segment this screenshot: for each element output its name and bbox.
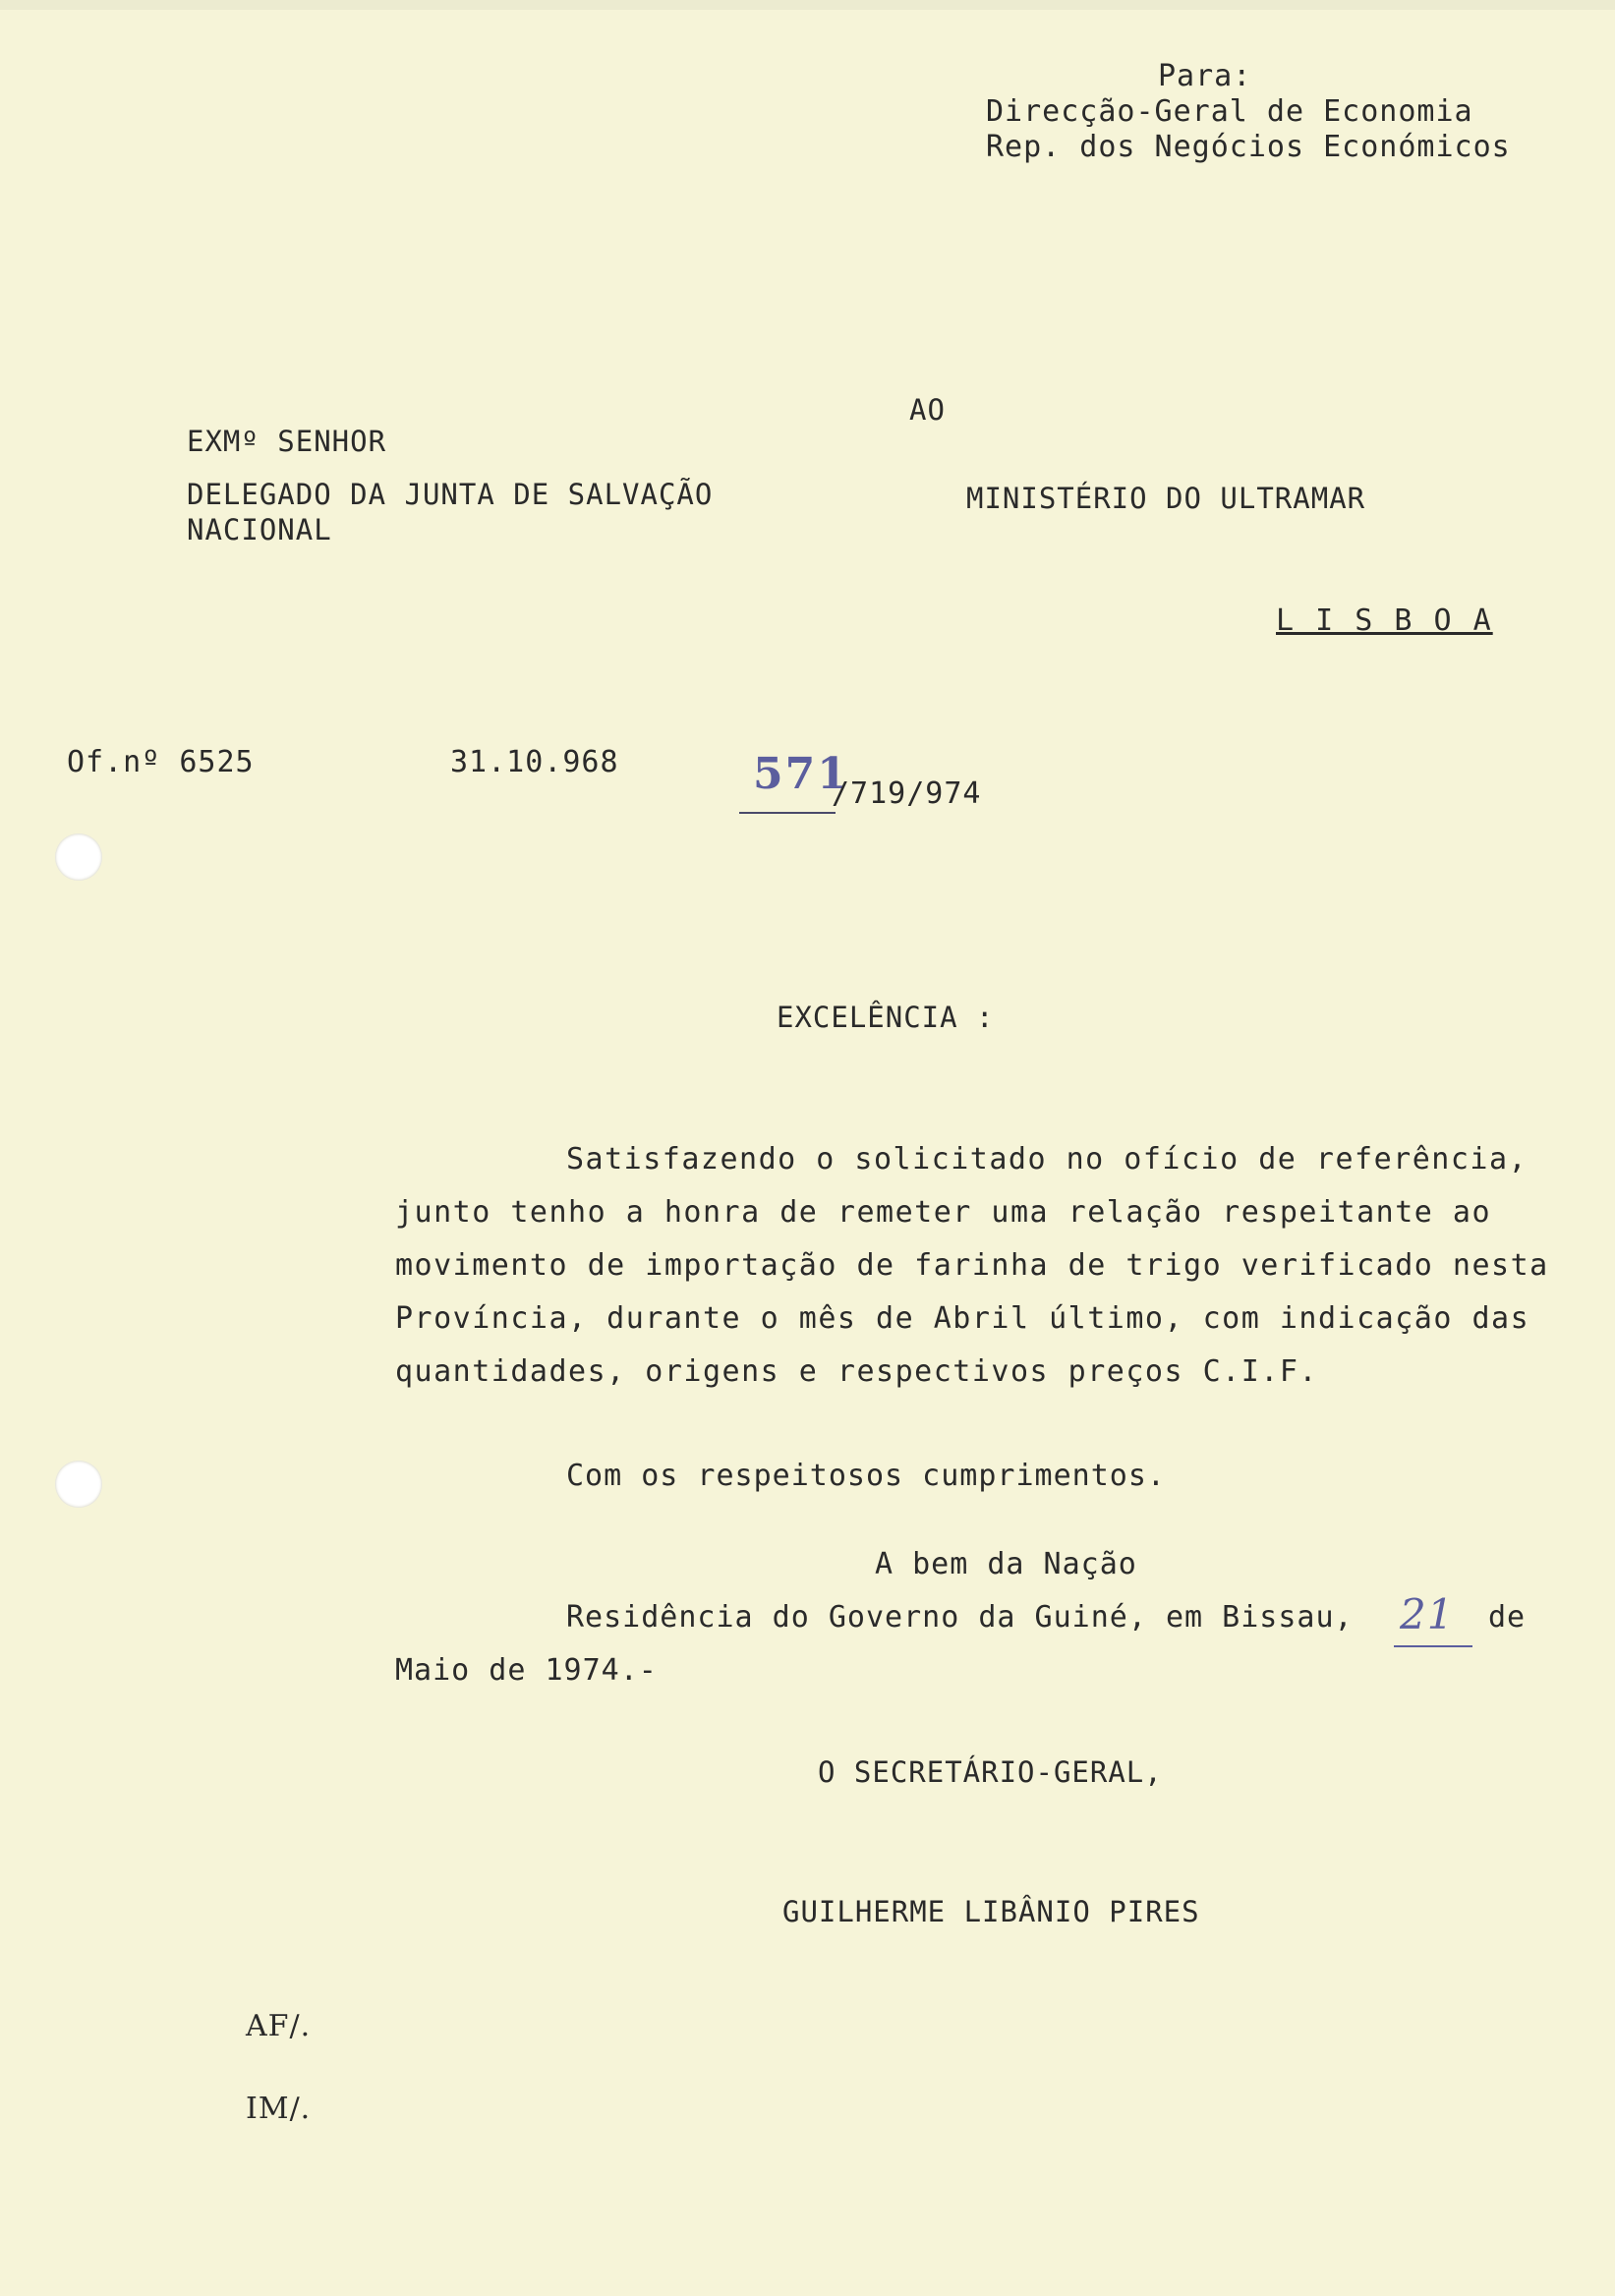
punch-hole-bottom xyxy=(55,1461,102,1508)
reference-date: 31.10.968 xyxy=(450,745,619,779)
paragraph-line-5: quantidades, origens e respectivos preços C.I.F. xyxy=(395,1354,1318,1389)
paragraph-line-2: junto tenho a honra de remeter uma relação respeitante ao xyxy=(395,1195,1492,1230)
closing-de: de xyxy=(1488,1600,1527,1635)
address-delegado-line-2: NACIONAL xyxy=(187,513,332,546)
reference-underline xyxy=(739,812,836,814)
paragraph-line-4: Província, durante o mês de Abril último, com indicação das xyxy=(395,1301,1530,1336)
closing-bem-nacao: A bem da Nação xyxy=(875,1547,1137,1581)
footer-ref-im: IM/. xyxy=(246,2092,312,2126)
address-city: L I S B O A xyxy=(1276,603,1493,638)
address-delegado-line-1: DELEGADO DA JUNTA DE SALVAÇÃO xyxy=(187,478,714,511)
signature-name: GUILHERME LIBÂNIO PIRES xyxy=(782,1895,1200,1928)
punch-hole-top xyxy=(55,833,102,881)
address-exmo: EXMº SENHOR xyxy=(187,425,387,458)
address-ao: AO xyxy=(909,393,946,427)
paragraph-line-1: Satisfazendo o solicitado no ofício de referência, xyxy=(566,1142,1528,1177)
salutation: EXCELÊNCIA : xyxy=(777,1001,995,1034)
destination-line-1: Direcção-Geral de Economia xyxy=(986,94,1473,129)
closing-residencia: Residência do Governo da Guiné, em Bissau, xyxy=(566,1600,1354,1635)
footer-ref-af: AF/. xyxy=(246,2009,312,2043)
reference-handwritten-number: 571 xyxy=(753,749,849,799)
handwritten-day: 21 xyxy=(1400,1590,1455,1638)
para-label: Para: xyxy=(1158,59,1252,93)
paragraph-line-3: movimento de importação de farinha de trigo verificado nesta xyxy=(395,1248,1549,1283)
closing-date: Maio de 1974.- xyxy=(395,1653,658,1688)
signature-title: O SECRETÁRIO-GERAL, xyxy=(818,1755,1163,1789)
destination-line-2: Rep. dos Negócios Económicos xyxy=(986,130,1511,164)
handwritten-day-underline xyxy=(1394,1645,1472,1647)
reference-typed-number: /719/974 xyxy=(832,776,982,811)
address-ministerio: MINISTÉRIO DO ULTRAMAR xyxy=(966,482,1366,515)
closing-greeting: Com os respeitosos cumprimentos. xyxy=(566,1459,1166,1493)
reference-oficio: Of.nº 6525 xyxy=(67,745,255,779)
